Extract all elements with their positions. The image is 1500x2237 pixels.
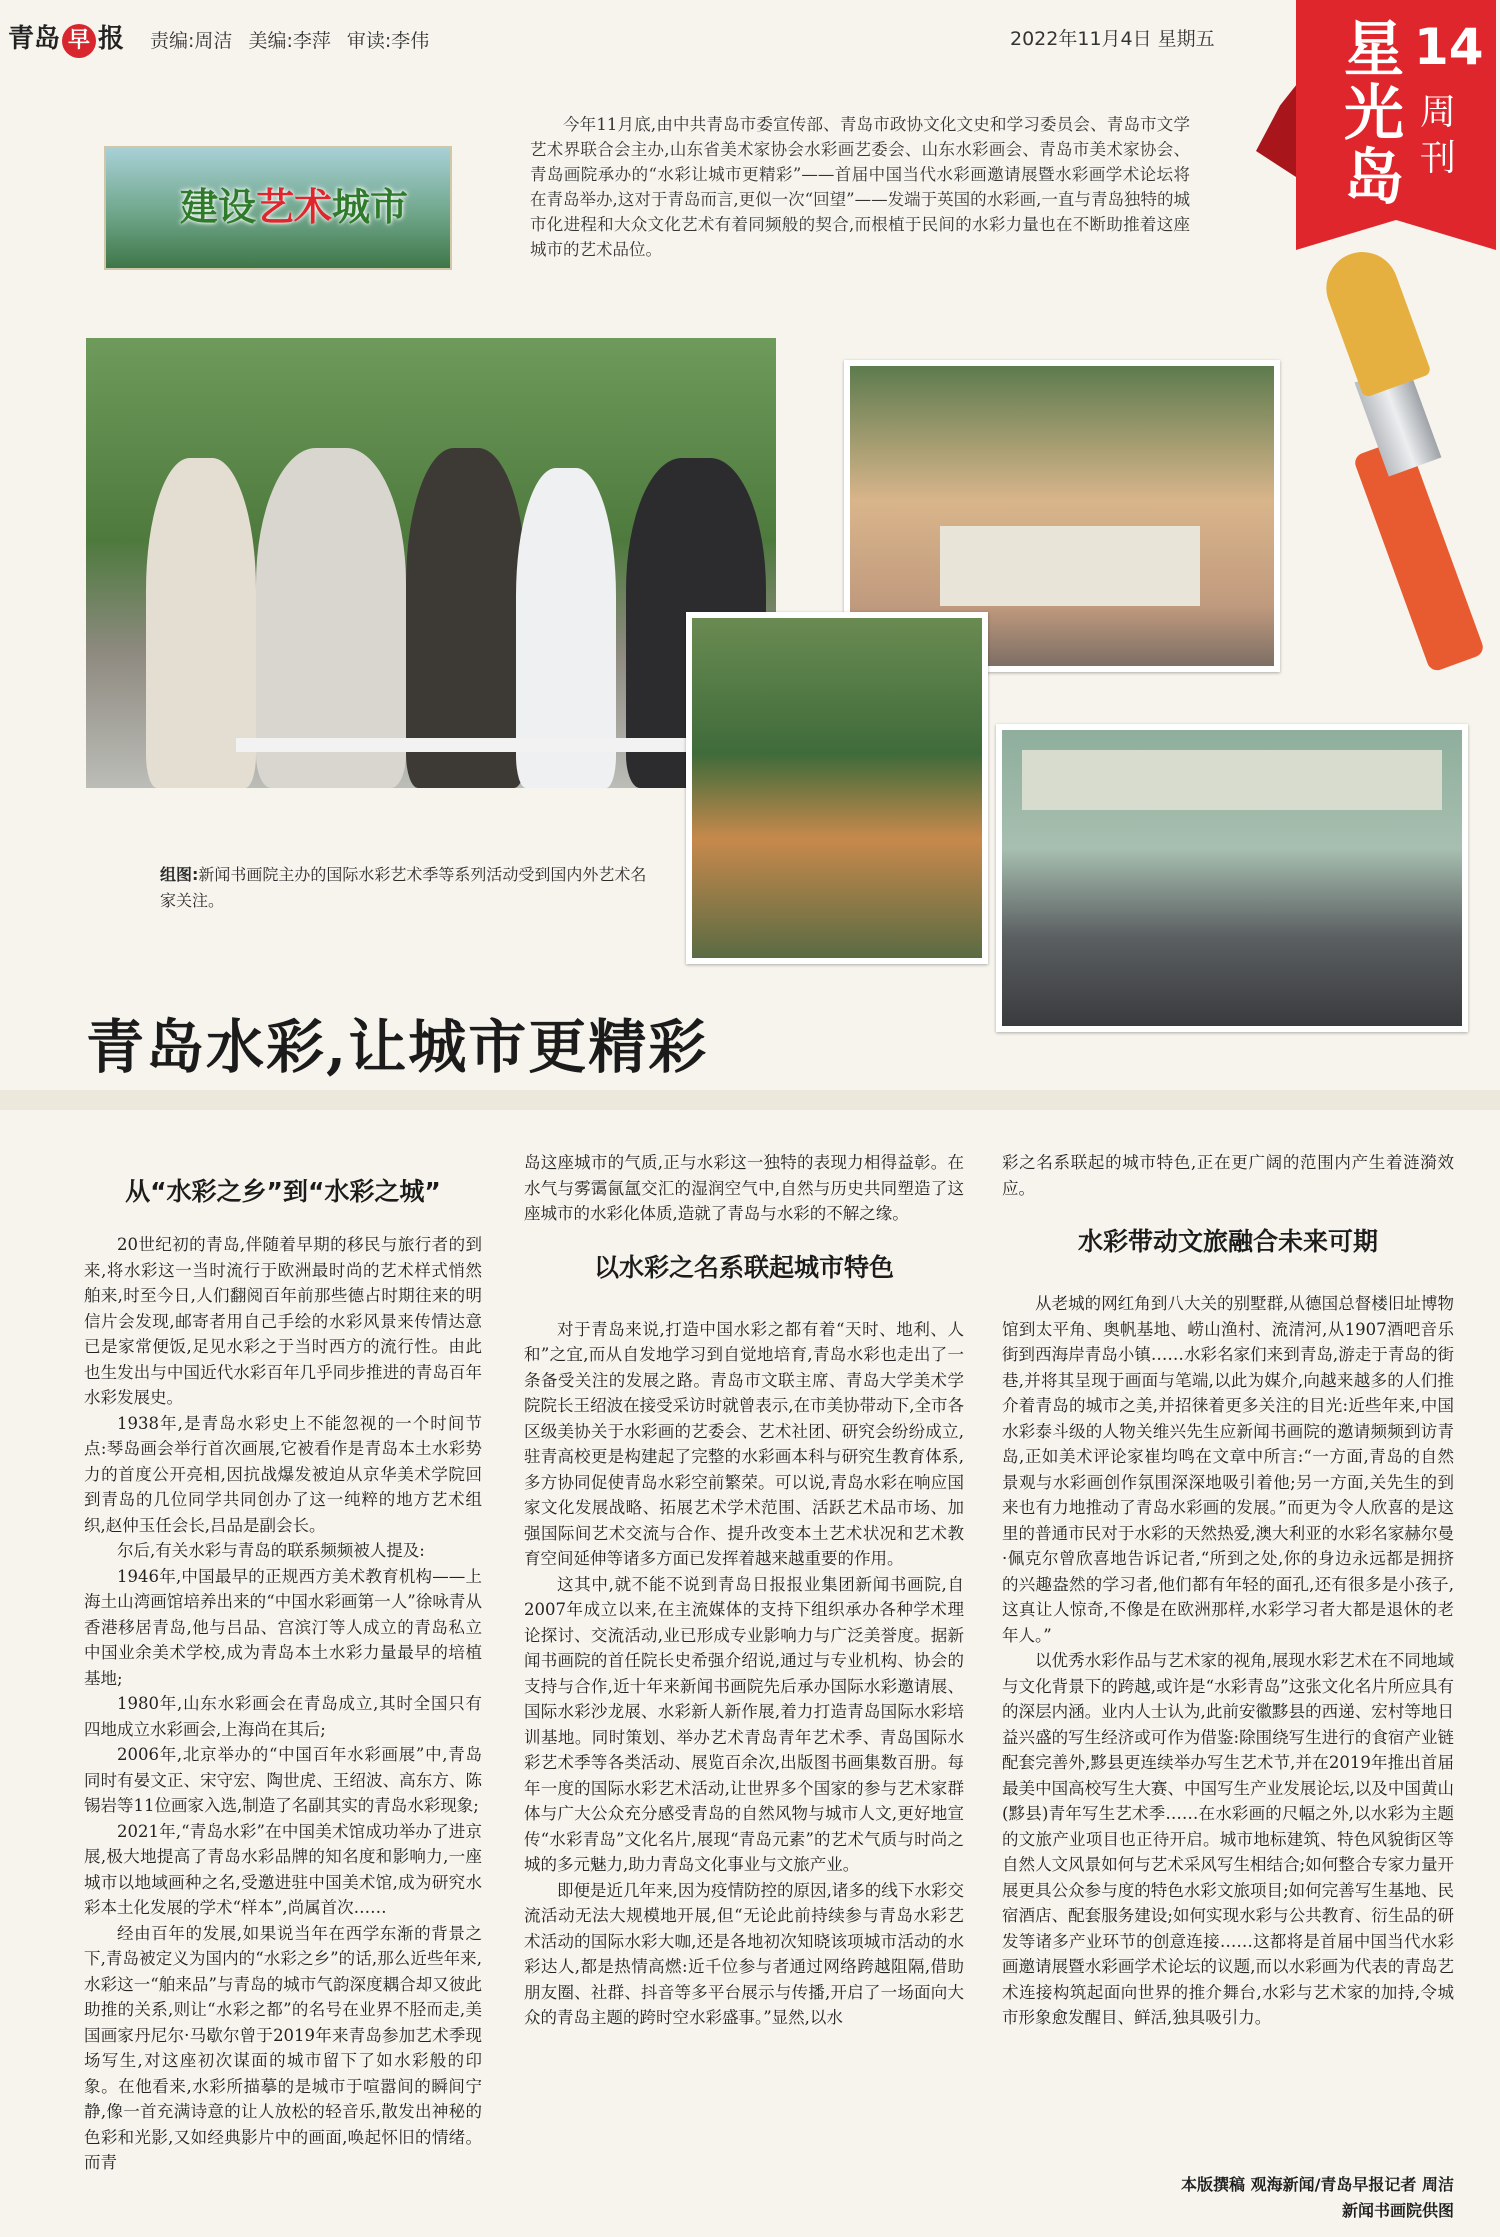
photo-artists-painting-outdoors xyxy=(86,338,776,788)
banner-title-part1: 建设 xyxy=(180,185,257,229)
photo-caption xyxy=(160,862,660,914)
logo-text-zao: 早 xyxy=(62,24,96,58)
paragraph: 彩之名系联起的城市特色,正在更广阔的范围内产生着涟漪效应。 xyxy=(1002,1153,1454,1198)
column-banner xyxy=(104,146,452,270)
banner-title xyxy=(180,176,408,231)
logo-text-qingdao: 青岛 xyxy=(8,24,61,54)
editor-name: 责编:周洁 xyxy=(150,30,233,52)
section-3-heading-wrap xyxy=(1002,1201,1454,1291)
photo-gallery-wall xyxy=(1022,750,1442,810)
paragraph: 以优秀水彩作品与艺术家的视角,展现水彩艺术在不同地域与文化背景下的跨越,或许是“水彩青岛”这张文化名片所应具有的深层内涵。业内人士认为,此前安徽黟县的西递、宏村等地日益兴盛的写生经济或可作为借鉴:除围绕写生进行的食宿产业链配套完善外,黟县更连续举办写生艺术节,并在2019年推出首届最美中国高校写生大赛、中国写生产业发展论坛,以及中国黄山(黟县)青年写生艺术季……在水彩画的尺幅之外,以水彩为主题的文旅产业项目也正待开启。城市地标建筑、特色风貌街区等自然人文风景如何与艺术采风写生相结合;如何整合专家力量开展更具公众参与度的特色水彩文旅项目;如何完善写生基地、民宿酒店、配套服务建设;如何实现水彩与公共教育、衍生品的研发等诸多产业环节的创意连接……这都将是首届中国当代水彩画邀请展暨水彩画学术论坛的议题,而以水彩画为代表的青岛艺术连接构筑起面向世界的推介舞台,水彩与艺术家的加持,令城市形象愈发醒目、鲜活,独具吸引力。 xyxy=(1002,1651,1454,2027)
paragraph: 从老城的网红角到八大关的别墅群,从德国总督楼旧址博物馆到太平角、奥帆基地、崂山渔村、流清河,从1907酒吧音乐街到西海岸青岛小镇……水彩名家们来到青岛,游走于青岛的街巷,并将其呈现于画面与笔端,以此为媒介,向越来越多的人们推介着青岛的城市之美,并招徕着更多关注的目光:近些年来,中国水彩泰斗级的人物关维兴先生应新闻书画院的邀请频频到访青岛,正如美术评论家崔均鸣在文章中所言:“一方面,青岛的自然景观与水彩画创作氛围深深地吸引着他;另一方面,关先生的到来也有力地推动了青岛水彩画的发展。”而更为令人欣喜的是这里的普通市民对于水彩的天然热爱,澳大利亚的水彩名家赫尔曼·佩克尔曾欣喜地告诉记者,“所到之处,你的身边永远都是拥挤的兴趣盎然的学习者,他们都有年轻的面孔,还有很多是小孩子,这真让人惊奇,不像是在欧洲那样,水彩学习者大都是退休的老年人。” xyxy=(1002,1294,1454,1645)
section-name: 星光岛 xyxy=(1344,15,1404,213)
main-headline: 青岛水彩,让城市更精彩 xyxy=(86,1013,709,1081)
paragraph: 2021年,“青岛水彩”在中国美术馆成功举办了进京展,极大地提高了青岛水彩品牌的知名度和影响力,一座城市以地域画种之名,受邀进驻中国美术馆,成为研究水彩本土化发展的学术“样本”,尚属首次…… xyxy=(84,1821,482,1917)
brush-handle xyxy=(1352,437,1485,673)
paragraph: 20世纪初的青岛,伴随着早期的移民与旅行者的到来,将水彩这一当时流行于欧洲最时尚的艺术样式悄然舶来,时至今日,人们翻阅百年前那些德占时期往来的明信片会发现,邮寄者用自己手绘的水彩风景来传情达意已是家常便饭,足见水彩之于当时西方的流行性。由此也生发出与中国近代水彩百年几乎同步推进的青岛百年水彩发展史。 xyxy=(84,1235,482,1407)
byline-writer: 本版撰稿 观海新闻/青岛早报记者 周洁 xyxy=(1181,2175,1454,2194)
paragraph: 岛这座城市的气质,正与水彩这一独特的表现力相得益彰。在水气与雾霭氤氲交汇的湿润空气中,自然与历史共同塑造了这座城市的水彩化体质,造就了青岛与水彩的不解之缘。 xyxy=(524,1153,964,1223)
caption-label: 组图: xyxy=(160,865,199,884)
editor-credits xyxy=(150,26,439,53)
section-2-heading-wrap xyxy=(524,1227,964,1317)
page-number: 14 xyxy=(1414,18,1484,76)
photo-children-sketching xyxy=(686,612,988,964)
photo-figure xyxy=(256,448,406,788)
proofreader-name: 审读:李伟 xyxy=(346,30,430,52)
byline-photo-credit: 新闻书画院供图 xyxy=(1341,2201,1454,2220)
banner-title-part2: 艺术 xyxy=(256,185,333,229)
newspaper-logo xyxy=(8,18,124,58)
paragraph: 对于青岛来说,打造中国水彩之都有着“天时、地利、人和”之宜,而从自发地学习到自觉地培育,青岛水彩也走出了一条备受关注的发展之路。青岛市文联主席、青岛大学美术学院院长王绍波在接受采访时就曾表示,在市美协带动下,全市各区级美协关于水彩画的艺委会、艺术社团、研究会纷纷成立,驻青高校更是构建起了完整的水彩画本科与研究生教育体系,多方协同促使青岛水彩空前繁荣。可以说,青岛水彩在响应国家文化发展战略、拓展艺术学术范围、活跃艺术品市场、加强国际间艺术交流与合作、提升改变本土艺术状况和艺术教育空间延伸等诸多方面已发挥着越来越重要的作用。 xyxy=(524,1319,964,1568)
paragraph: 即便是近几年来,因为疫情防控的原因,诸多的线下水彩交流活动无法大规模地开展,但“无论此前持续参与青岛水彩艺术活动的国际水彩大咖,还是各地初次知晓该项城市活动的水彩达人,都是热情高燃:近千位参与者通过网络跨越阻隔,借助朋友圈、社群、抖音等多平台展示与传播,开启了一场面向大众的青岛主题的跨时空水彩盛事。”显然,以水 xyxy=(524,1880,964,2027)
paragraph: 1980年,山东水彩画会在青岛成立,其时全国只有四地成立水彩画会,上海尚在其后; xyxy=(84,1694,482,1739)
article-column-2 xyxy=(524,1150,964,2031)
article-column-1 xyxy=(84,1232,482,2176)
section-title-1: 从“水彩之乡”到“水彩之城” xyxy=(125,1177,441,1206)
intro-lead: 今年11月底,由中共青岛市委宣传部、青岛市政协文化文史和学习委员会、青岛市文学艺术界联合会主办,山东省美术家协会水彩画艺委会、山东水彩画会、青岛市美术家协会、青岛画院承办的“水彩让城市更精彩”——首届中国当代水彩画邀请展暨水彩画学术论坛将在青岛举办,这对于青岛而言,更似一次“回望”——发端于英国的水彩画,一直与青岛独特的城市化进程和大众文化艺术有着同频般的契合,而根植于民间的水彩力量也在不断助推着这座城市的艺术品位。 xyxy=(530,115,1190,259)
brush-bristles xyxy=(1316,242,1432,398)
byline xyxy=(1100,2172,1454,2224)
issue-date: 2022年11月4日 星期五 xyxy=(1010,28,1215,50)
paragraph: 尔后,有关水彩与青岛的联系频频被人提及: xyxy=(117,1541,425,1560)
section-title-2: 以水彩之名系联起城市特色 xyxy=(593,1252,894,1282)
divider-strip xyxy=(0,1090,1500,1110)
photo-table xyxy=(940,526,1200,606)
photo-exhibition-visit xyxy=(996,724,1468,1032)
paragraph: 这其中,就不能不说到青岛日报报业集团新闻书画院,自2007年成立以来,在主流媒体的支持下组织承办各种学术理论探讨、交流活动,业已形成专业影响力与广泛美誉度。据新闻书画院的首任院长史希强介绍说,通过与专业机构、协会的支持与合作,近十年来新闻书画院先后承办国际水彩邀请展、国际水彩沙龙展、水彩新人新作展,着力打造青岛国际水彩培训基地。同时策划、举办艺术青岛青年艺术季、青岛国际水彩艺术季等各类活动、展览百余次,出版图书画集数百册。每年一度的国际水彩艺术活动,让世界多个国家的参与艺术家群体与广大公众充分感受青岛的自然风物与城市人文,更好地宣传“水彩青岛”文化名片,展现“青岛元素”的艺术气质与时尚之城的多元魅力,助力青岛文化事业与文旅产业。 xyxy=(524,1574,964,1874)
paragraph: 2006年,北京举办的“中国百年水彩画展”中,青岛同时有晏文正、宋守宏、陶世虎、王绍波、高东方、陈锡岩等11位画家入选,制造了名副其实的青岛水彩现象; xyxy=(84,1745,482,1815)
logo-text-bao: 报 xyxy=(98,24,125,54)
caption-text: 新闻书画院主办的国际水彩艺术季等系列活动受到国内外艺术名家关注。 xyxy=(160,865,647,910)
paragraph: 经由百年的发展,如果说当年在西学东渐的背景之下,青岛被定义为国内的“水彩之乡”的话,那么近些年来,水彩这一“舶来品”与青岛的城市气韵深度耦合却又彼此助推的关系,则让“水彩之都”的名号在业界不胫而走,美国画家丹尼尔·马歇尔曾于2019年来青岛参加艺术季现场写生,对这座初次谋面的城市留下了如水彩般的印象。在他看来,水彩所描摹的是城市于喧嚣间的瞬间宁静,像一首充满诗意的让人放松的轻音乐,散发出神秘的色彩和光影,又如经典影片中的画面,唤起怀旧的情绪。而青 xyxy=(84,1923,482,2172)
banner-title-part3: 城市 xyxy=(332,185,409,229)
section-title-3: 水彩带动文旅融合未来可期 xyxy=(1077,1227,1378,1256)
paragraph: 1946年,中国最早的正规西方美术教育机构——上海土山湾画馆培养出来的“中国水彩画第一人”徐咏青从香港移居青岛,他与吕品、宫滨汀等人成立的青岛私立中国业余美术学校,成为青岛本土水彩力量最早的培植基地; xyxy=(84,1566,482,1688)
photo-drawing-board xyxy=(236,738,756,752)
paintbrush-illustration xyxy=(1330,250,1500,730)
weekly-label: 周刊 xyxy=(1419,92,1456,179)
photo-figure xyxy=(406,448,526,788)
paragraph: 1938年,是青岛水彩史上不能忽视的一个时间节点:琴岛画会举行首次画展,它被看作是青岛本土水彩势力的首度公开亮相,因抗战爆发被迫从京华美术学院回到青岛的几位同学共同创办了这一纯粹的地方艺术组织,赵仲玉任会长,吕品是副会长。 xyxy=(84,1413,482,1535)
article-column-3 xyxy=(1002,1150,1454,2031)
designer-name: 美编:李萍 xyxy=(248,30,331,52)
